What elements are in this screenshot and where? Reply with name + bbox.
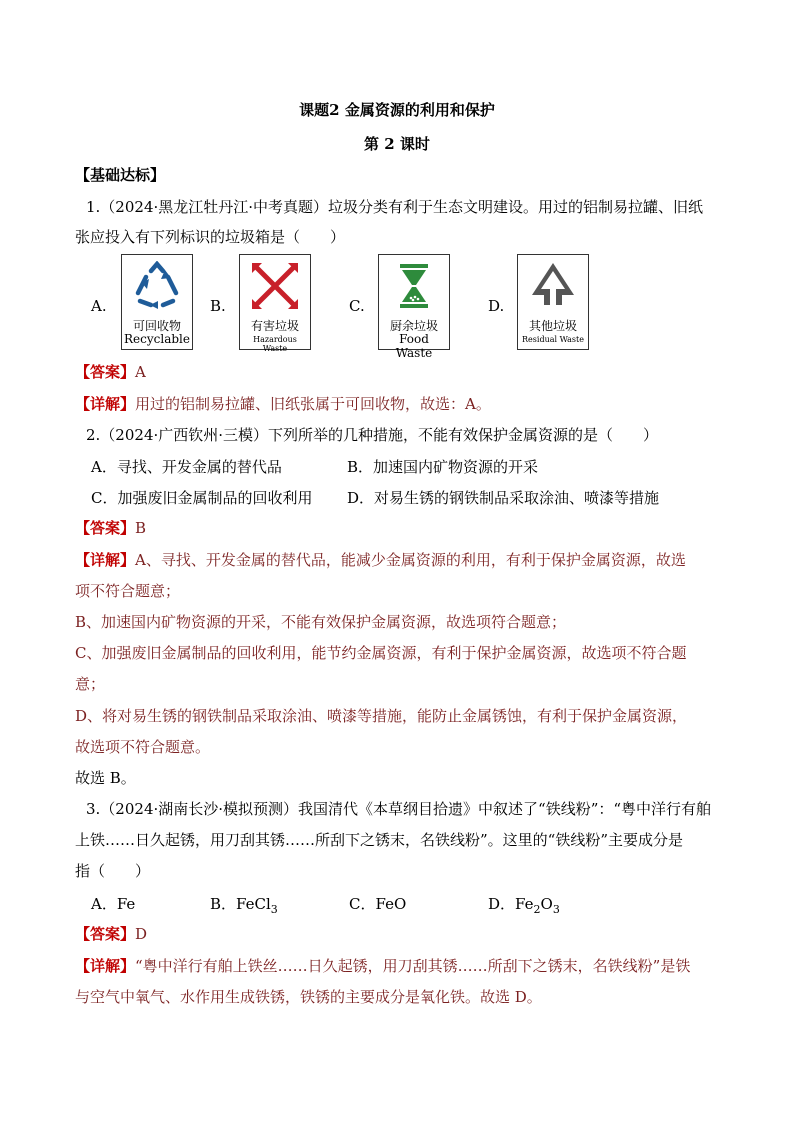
recyclable-cn-label: 可回收物 [132,319,181,333]
recycle-icon [132,261,182,311]
q1-option-a-label: A. [91,297,107,315]
q2-detail-tag: 【详解】 [75,551,136,569]
page-subtitle: 第 2 课时 [364,135,430,153]
hourglass-icon [389,261,439,311]
residual-en-label: Residual Waste [522,335,584,344]
hazardous-cn-label: 有害垃圾 [250,319,299,333]
q3-detail-line1 [75,956,690,976]
q1-detail-tag: 【详解】 [75,395,136,413]
q3-option-b: B．FeCl$_3$ [210,895,278,916]
q1-stem-line2: 张应投入有下列标识的垃圾箱是（ ） [75,228,346,246]
q1-option-c-label: C. [349,297,365,315]
residual-cn-label: 其他垃圾 [528,319,577,333]
q1-detail-text: 用过的铝制易拉罐、旧纸张属于可回收物，故选：A。 [135,395,491,413]
section-heading: 【基础达标】 [75,166,166,184]
q3-stem-line1: 3.（2024·湖南长沙·模拟预测）我国清代《本草纲目拾遗》中叙述了“铁线粉”：“粤中洋行有舶 [86,800,712,818]
page-title: 课题2 金属资源的利用和保护 [299,101,495,119]
hazard-x-icon [250,261,300,311]
q1-answer-value: A [135,363,146,381]
hazardous-en-label: Hazardous Waste [253,335,297,353]
q2-answer [75,518,146,538]
q1-detail [75,394,491,414]
q2-option-b: B．加速国内矿物资源的开采 [347,458,539,476]
q2-option-d: D．对易生锈的钢铁制品采取涂油、喷漆等措施 [347,489,660,507]
q1-option-d-label: D. [488,297,505,315]
q3-option-a: A．Fe [91,895,136,913]
q2-detail-line6: D、将对易生锈的钢铁制品采取涂油、喷漆等措施，能防止金属锈蚀，有利于保护金属资源， [75,707,688,725]
q2-detail-line2: 项不符合题意； [75,582,181,600]
q2-detail-line4: C、加强废旧金属制品的回收利用，能节约金属资源，有利于保护金属资源，故选项不符合题 [75,644,687,662]
food-waste-bin-sign [378,254,450,360]
food-waste-cn-label: 厨余垃圾 [389,319,438,333]
q3-stem-line3: 指（ ） [75,862,151,880]
q2-detail-text-1: A、寻找、开发金属的替代品，能减少金属资源的利用，有利于保护金属资源，故选 [135,551,686,569]
q1-answer [75,362,146,382]
q1-option-b-label: B. [210,297,226,315]
q3-answer-tag: 【答案】 [75,925,136,943]
recyclable-en-label: Recyclable [124,332,190,346]
q2-detail-line1 [75,550,686,570]
q2-option-a: A．寻找、开发金属的替代品 [91,458,282,476]
q3-answer [75,924,147,944]
q2-option-c: C．加强废旧金属制品的回收利用 [91,489,313,507]
q3-answer-value: D [135,925,148,943]
q3-detail-line2: 与空气中氧气、水作用生成铁锈，铁锈的主要成分是氧化铁。故选 D。 [75,988,542,1006]
q3-option-c: C．FeO [349,895,407,913]
q2-answer-tag: 【答案】 [75,519,136,537]
hazardous-bin-sign [239,254,311,353]
q1-answer-tag: 【答案】 [75,363,136,381]
q2-conclusion: 故选 B。 [75,769,136,787]
food-waste-en-label: Food Waste [395,332,433,360]
q3-option-d: D．$Fe_2O_3$ [488,895,560,916]
q2-stem: 2.（2024·广西钦州·三模）下列所举的几种措施，不能有效保护金属资源的是（ ） [86,426,659,444]
q3-detail-tag: 【详解】 [75,957,136,975]
recyclable-bin-sign [121,254,193,350]
q2-answer-value: B [135,519,147,537]
q3-stem-line2: 上铁……日久起锈，用刀刮其锈……所刮下之锈末，名铁线粉”。这里的“铁线粉”主要成分是 [75,831,684,849]
q1-stem-line1: 1.（2024·黑龙江牡丹江·中考真题）垃圾分类有利于生态文明建设。用过的铝制易拉罐、旧纸 [86,198,704,216]
residual-waste-bin-sign [517,254,589,350]
tree-icon [528,261,578,311]
q2-detail-line7: 故选项不符合题意。 [75,738,211,756]
q2-detail-line5: 意； [75,675,106,693]
q2-detail-line3: B、加速国内矿物资源的开采，不能有效保护金属资源，故选项符合题意； [75,613,567,631]
q3-detail-text-1: “粤中洋行有舶上铁丝……日久起锈，用刀刮其锈……所刮下之锈末，名铁线粉”是铁 [135,957,691,975]
